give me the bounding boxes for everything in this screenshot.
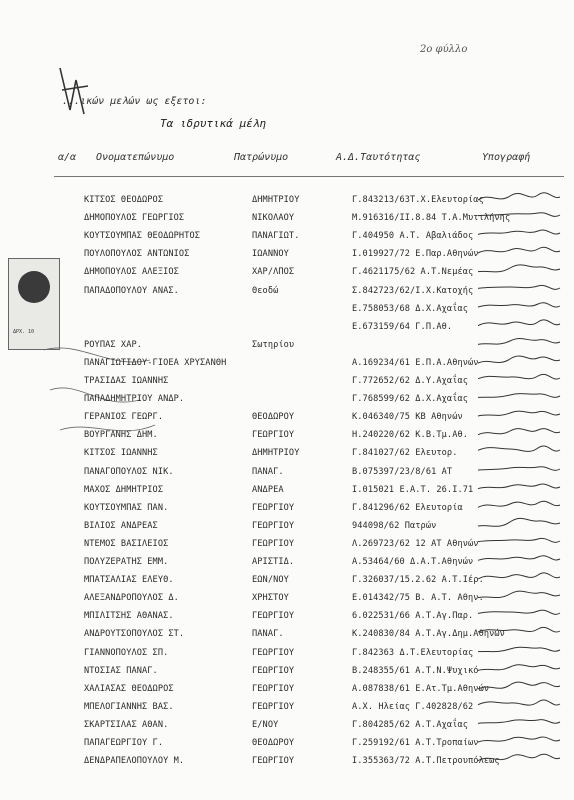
member-name: ΚΙΤΣΟΣ ΙΩΑΝΝΗΣ (84, 448, 158, 459)
signature-scrawl (476, 317, 562, 333)
member-father-name: ΑΡΙΣΤΙΔ. (252, 557, 295, 567)
member-name: ΣΚΑΡΤΣΙΛΑΣ ΑΘΑΝ. (84, 719, 169, 730)
member-father-name: ΠΑΝΑΓΙΩΤ. (252, 231, 300, 242)
member-name: ΓΕΡΑΝΙΟΣ ΓΕΩΡΓ. (84, 412, 164, 423)
signature-scrawl (476, 208, 562, 224)
signature-scrawl (476, 679, 562, 695)
member-id-number: Μ.916316/ΙΙ.8.84 Τ.Α.Μυτιλήνης (352, 213, 511, 224)
member-name: ΠΑΝΑΓΙΩΤΙΔΟΥ-ΓΙΟΕΑ ΧΡΥΣΑΝΘΗ (84, 357, 227, 368)
member-name: ΜΑΧΟΣ ΔΗΜΗΤΡΙΟΣ (84, 484, 164, 495)
member-id-number: 6.022531/66 Α.Τ.Αγ.Παρ. (352, 611, 474, 622)
member-father-name: ΘΕΟΔΩΡΟΥ (252, 412, 295, 423)
member-name: ΠΑΠΑΓΕΩΡΓΙΟΥ Γ. (84, 738, 164, 748)
member-father-name: ΝΙΚΟΛΑΟΥ (252, 213, 295, 224)
member-father-name: ΓΕΩΡΓΙΟΥ (252, 647, 295, 658)
signature-scrawl (476, 353, 562, 369)
member-father-name: ΓΕΩΡΓΙΟΥ (252, 502, 295, 513)
member-name: ΚΙΤΣΟΣ ΘΕΟΔΩΡΟΣ (84, 195, 164, 205)
member-id-number: Ε.673159/64 Γ.Π.Αθ. (352, 321, 453, 332)
signature-scrawl (476, 371, 562, 387)
member-name: ΑΛΕΞΑΝΔΡΟΠΟΥΛΟΣ Δ. (84, 593, 179, 604)
member-name: ΧΑΛΙΑΣΑΣ ΘΕΟΔΩΡΟΣ (84, 683, 174, 694)
signature-scrawl (476, 751, 562, 767)
member-name: ΠΑΠΑΔΗΜΗΤΡΙΟΥ ΑΝΔΡ. (84, 394, 185, 405)
member-father-name: Ε/ΝΟΥ (252, 719, 279, 730)
member-name: ΔΗΜΟΠΟΥΛΟΣ ΑΛΕΞΙΟΣ (84, 267, 179, 278)
signature-scrawl (476, 299, 562, 315)
member-name: ΠΟΥΛΟΠΟΥΛΟΣ ΑΝΤΩΝΙΟΣ (84, 249, 190, 260)
member-name: ΜΠΑΤΣΑΛΙΑΣ ΕΛΕΥΘ. (84, 575, 174, 586)
member-id-number: Γ.841296/62 Ελευτορία (352, 502, 463, 513)
member-father-name: ΓΕΩΡΓΙΟΥ (252, 611, 295, 622)
signature-scrawl (476, 715, 562, 731)
member-father-name: ΕΩΝ/ΝΟΥ (252, 575, 289, 586)
member-id-number: Α.169234/61 Ε.Π.Α.Αθηνών (352, 357, 479, 368)
member-id-number: Γ.404950 Α.Τ. Αβαλιάδος (352, 231, 474, 242)
header-signature: Υπογραφή (482, 152, 531, 163)
member-father-name: ΔΗΜΗΤΡΙΟΥ (252, 448, 300, 459)
header-name: Ονοματεπώνυμο (96, 152, 175, 163)
member-id-number: Γ.772652/62 Δ.Υ.Αχαΐας (352, 376, 469, 386)
member-father-name: ΓΕΩΡΓΙΟΥ (252, 538, 295, 549)
signature-scrawl (476, 643, 562, 659)
member-id-number: Κ.046340/75 ΚΒ Αθηνών (352, 412, 463, 423)
member-name: ΜΠΙΛΙΤΣΗΣ ΑΘΑΝΑΣ. (84, 611, 174, 622)
signature-scrawl (476, 733, 562, 749)
member-name: ΠΑΝΑΓΟΠΟΥΛΟΣ ΝΙΚ. (84, 466, 174, 477)
stamp-label: ΔΡΧ. 10 (13, 329, 35, 335)
sheet-number-note: 2ο φύλλο (420, 44, 468, 55)
member-id-number: Β.075397/23/8/61 ΑΤ (352, 466, 453, 477)
member-name: ΔΗΜΟΠΟΥΛΟΣ ΓΕΩΡΓΙΟΣ (84, 213, 185, 224)
signature-scrawl (476, 190, 562, 206)
member-father-name: ΓΕΩΡΓΙΟΥ (252, 683, 295, 694)
member-name: ΑΝΔΡΟΥΤΣΟΠΟΥΛΟΣ ΣΤ. (84, 629, 185, 640)
member-id-number: Ι.019927/72 Ε.Παρ.Αθηνών (352, 249, 479, 260)
member-name: ΔΕΝΔΡΑΠΕΛΟΠΟΥΛΟΥ Μ. (84, 756, 185, 767)
member-father-name: ΑΝΔΡΕΑ (252, 484, 284, 495)
member-id-number: Β.248355/61 Α.Τ.Ν.Ψυχικό (352, 665, 479, 676)
member-name: ΓΙΑΝΝΟΠΟΥΛΟΣ ΣΠ. (84, 647, 169, 658)
member-name: ΠΟΛΥΖΕΡΑΤΗΣ ΕΜΜ. (84, 557, 169, 567)
member-father-name: ΠΑΝΑΓ. (252, 466, 284, 477)
member-id-number: Γ.4621175/62 Α.Τ.Νεμέας (352, 267, 474, 278)
member-father-name: ΧΡΗΣΤΟΥ (252, 593, 289, 604)
member-id-number: Ε.758053/68 Δ.Χ.Αχαΐας (352, 303, 469, 314)
signature-scrawl (476, 244, 562, 260)
member-name: ΡΟΥΠΑΣ ΧΑΡ. (84, 339, 143, 350)
member-id-number: Γ.841027/62 Ελευτορ. (352, 448, 458, 459)
signature-scrawl (476, 462, 562, 478)
member-father-name: ΓΕΩΡΓΙΟΥ (252, 701, 295, 712)
signature-scrawl (476, 281, 562, 297)
signature-scrawl (476, 335, 562, 351)
member-id-number: Ι.015021 Ε.Α.Τ. 26.Ι.71 (352, 484, 474, 495)
member-id-number: Κ.240830/84 Α.Τ.Αγ.Δημ.Αθηνών (352, 629, 505, 640)
member-name: ΒΙΛΙΟΣ ΑΝΔΡΕΑΣ (84, 520, 158, 531)
member-id-number: Γ.768599/62 Δ.Χ.Αχαΐας (352, 394, 469, 405)
member-id-number: Α.087838/61 Ε.Ατ.Τμ.Αθηνών (352, 683, 490, 694)
signature-scrawl (476, 552, 562, 568)
member-id-number: Ε.014342/75 Β. Α.Τ. Αθην. (352, 593, 484, 604)
member-name: ΚΟΥΤΣΟΥΜΠΑΣ ΘΕΟΔΩΡΗΤΟΣ (84, 231, 201, 242)
table-row (0, 756, 574, 774)
member-id-number: Γ.326037/15.2.62 Α.Τ.Ιέρ. (352, 575, 484, 586)
member-id-number: Γ.843213/63Τ.Χ.Ελευτορίας (352, 195, 484, 205)
member-father-name: Σωτηρίου (252, 339, 295, 350)
signature-scrawl (476, 516, 562, 532)
member-name: ΝΤΕΜΟΣ ΒΑΣΙΛΕΙΟΣ (84, 538, 169, 549)
member-father-name: ΓΕΩΡΓΙΟΥ (252, 756, 295, 767)
signature-scrawl (476, 498, 562, 514)
member-id-number: Ι.355363/72 Α.Τ.Πετρουπόλεως (352, 756, 500, 767)
section-title: Τα ιδρυτικά μέλη (160, 117, 266, 130)
member-father-name: ΔΗΜΗΤΡΙΟΥ (252, 195, 300, 205)
signature-scrawl (476, 226, 562, 242)
member-father-name: ΘΕΟΔΩΡΟΥ (252, 738, 295, 748)
member-father-name: ΓΕΩΡΓΙΟΥ (252, 665, 295, 676)
header-father: Πατρώνυμο (234, 152, 289, 163)
signature-scrawl (476, 389, 562, 405)
member-id-number: Γ.842363 Δ.Τ.Ελευτορίας (352, 647, 474, 658)
member-id-number: Γ.259192/61 Α.Τ.Τροπαίων (352, 738, 479, 748)
member-id-number: Γ.804285/62 Α.Τ.Αχαΐας (352, 719, 469, 730)
member-id-number: Λ.269723/62 12 ΑΤ Αθηνών (352, 538, 479, 549)
member-name: ΠΑΠΑΔΟΠΟΥΛΟΥ ΑΝΑΣ. (84, 285, 179, 296)
signature-scrawl (476, 262, 562, 278)
signature-scrawl (476, 443, 562, 459)
signature-scrawl (476, 570, 562, 586)
signature-scrawl (476, 480, 562, 496)
member-id-number: Α.Χ. Ηλείας Γ.402828/62 (352, 701, 474, 712)
signature-scrawl (476, 606, 562, 622)
header-id: Α.Δ.Ταυτότητας (336, 152, 421, 163)
member-name: ΝΤΟΣΙΑΣ ΠΑΝΑΓ. (84, 665, 158, 676)
signature-scrawl (476, 425, 562, 441)
member-name: ΜΠΕΛΟΓΙΑΝΝΗΣ ΒΑΣ. (84, 701, 174, 712)
member-id-number: Η.240220/62 Κ.Β.Τμ.Αθ. (352, 430, 469, 441)
header-num: α/α (58, 152, 77, 163)
member-father-name: ΓΕΩΡΓΙΟΥ (252, 520, 295, 531)
intro-line: ...ικών μελών ως εξετοι: (62, 96, 207, 107)
signature-scrawl (476, 697, 562, 713)
signature-scrawl (476, 407, 562, 423)
member-name: ΚΟΥΤΣΟΥΜΠΑΣ ΠΑΝ. (84, 502, 169, 513)
member-father-name: ΧΑΡ/ΛΠΟΣ (252, 267, 295, 278)
member-name: ΒΟΥΡΓΑΝΗΣ ΔΗΜ. (84, 430, 158, 441)
signature-scrawl (476, 661, 562, 677)
member-name: ΤΡΑΣΙΔΑΣ ΙΩΑΝΝΗΣ (84, 376, 169, 386)
member-father-name: Θεοδώ (252, 285, 279, 296)
member-father-name: ΠΑΝΑΓ. (252, 629, 284, 640)
member-father-name: ΓΕΩΡΓΙΟΥ (252, 430, 295, 441)
member-id-number: 944098/62 Πατρών (352, 520, 437, 531)
signature-scrawl (476, 588, 562, 604)
member-id-number: Σ.842723/62/Ι.Χ.Κατοχής (352, 285, 474, 296)
signature-scrawl (476, 624, 562, 640)
member-id-number: Α.53464/60 Δ.Α.Τ.Αθηνών (352, 557, 474, 567)
signature-scrawl (476, 534, 562, 550)
member-father-name: ΙΩΑΝΝΟΥ (252, 249, 289, 260)
